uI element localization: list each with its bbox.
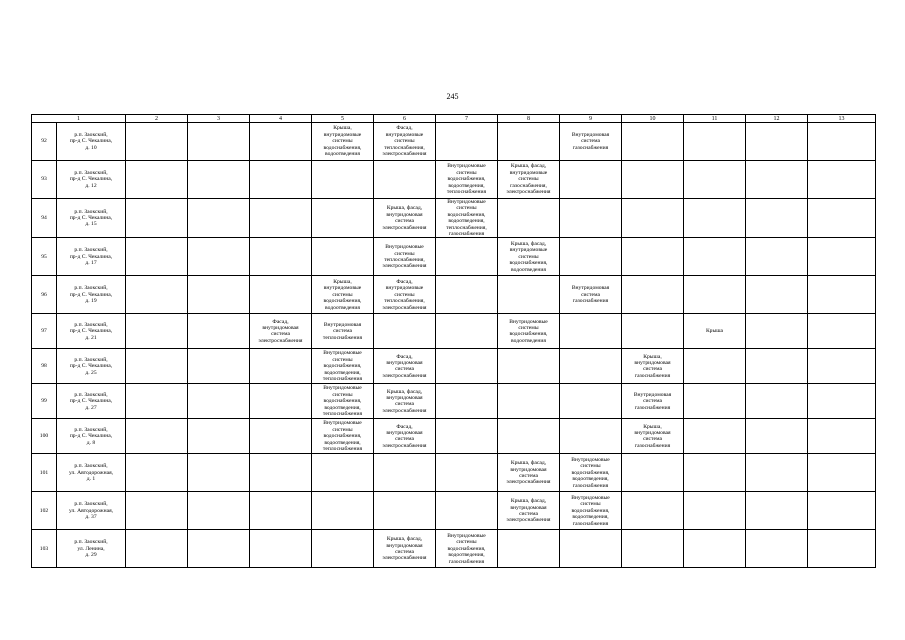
work-cell-8 bbox=[498, 276, 560, 314]
column-header-7: 7 bbox=[436, 115, 498, 123]
work-cell-6: Крыша, фасад, внутридомовая система электроснабжения bbox=[374, 199, 436, 238]
work-cell-12 bbox=[746, 123, 808, 161]
work-cell-7 bbox=[436, 492, 498, 530]
work-cell-11 bbox=[684, 161, 746, 199]
work-cell-8: Крыша, фасад, внутридомовая система электроснабжения bbox=[498, 492, 560, 530]
work-cell-3 bbox=[188, 161, 250, 199]
work-cell-5: Внутридомовые системы водоснабжения, водоотведения, теплоснабжения bbox=[312, 384, 374, 419]
work-cell-9 bbox=[560, 530, 622, 568]
work-cell-11 bbox=[684, 349, 746, 384]
address-cell: р.п. Заокский, ул. Автодорожная, д. 1 bbox=[57, 454, 126, 492]
work-cell-7 bbox=[436, 314, 498, 349]
work-cell-6 bbox=[374, 492, 436, 530]
work-cell-7: Внутридомовые системы водоснабжения, водоотведения, газоснабжения bbox=[436, 530, 498, 568]
table-row bbox=[32, 530, 876, 568]
work-cell-11: Крыша bbox=[684, 314, 746, 349]
work-cell-13 bbox=[808, 419, 876, 454]
work-cell-3 bbox=[188, 419, 250, 454]
work-cell-2 bbox=[126, 199, 188, 238]
table-row bbox=[32, 349, 876, 384]
work-cell-6 bbox=[374, 161, 436, 199]
work-cell-11 bbox=[684, 530, 746, 568]
work-cell-10 bbox=[622, 314, 684, 349]
row-number-cell: 95 bbox=[32, 238, 57, 276]
work-cell-2 bbox=[126, 349, 188, 384]
column-header-4: 4 bbox=[250, 115, 312, 123]
work-cell-3 bbox=[188, 238, 250, 276]
row-number-cell: 94 bbox=[32, 199, 57, 238]
work-cell-7 bbox=[436, 384, 498, 419]
work-cell-8 bbox=[498, 530, 560, 568]
work-cell-9: Внутридомовая система газоснабжения bbox=[560, 276, 622, 314]
column-header-12: 12 bbox=[746, 115, 808, 123]
column-header-3: 3 bbox=[188, 115, 250, 123]
header-row bbox=[32, 115, 876, 123]
work-cell-8: Внутридомовые системы водоснабжения, водоотведения bbox=[498, 314, 560, 349]
work-cell-4 bbox=[250, 530, 312, 568]
work-cell-5 bbox=[312, 199, 374, 238]
column-header-8: 8 bbox=[498, 115, 560, 123]
work-cell-2 bbox=[126, 454, 188, 492]
work-cell-4 bbox=[250, 492, 312, 530]
work-cell-13 bbox=[808, 238, 876, 276]
work-cell-4 bbox=[250, 349, 312, 384]
work-cell-9 bbox=[560, 238, 622, 276]
table-row bbox=[32, 123, 876, 161]
work-cell-4 bbox=[250, 123, 312, 161]
column-header-5: 5 bbox=[312, 115, 374, 123]
work-cell-13 bbox=[808, 349, 876, 384]
work-cell-8: Крыша, фасад, внутридомовая система электроснабжения bbox=[498, 454, 560, 492]
work-cell-2 bbox=[126, 384, 188, 419]
work-cell-4 bbox=[250, 199, 312, 238]
work-cell-7: Внутридомовые системы водоснабжения, водоотведения, теплоснабжения bbox=[436, 161, 498, 199]
work-cell-10 bbox=[622, 276, 684, 314]
work-cell-12 bbox=[746, 199, 808, 238]
row-number-cell: 97 bbox=[32, 314, 57, 349]
work-cell-3 bbox=[188, 199, 250, 238]
work-cell-3 bbox=[188, 454, 250, 492]
table-row bbox=[32, 454, 876, 492]
work-cell-11 bbox=[684, 276, 746, 314]
row-number-cell: 102 bbox=[32, 492, 57, 530]
work-cell-4: Фасад, внутридомовая система электроснабжения bbox=[250, 314, 312, 349]
work-cell-11 bbox=[684, 123, 746, 161]
work-cell-9 bbox=[560, 314, 622, 349]
row-number-cell: 103 bbox=[32, 530, 57, 568]
address-cell: р.п. Заокский, пр-д С. Чекалина, д. 21 bbox=[57, 314, 126, 349]
work-cell-3 bbox=[188, 530, 250, 568]
work-cell-5: Крыша, внутридомовые системы водоснабжения, водоотведения bbox=[312, 276, 374, 314]
work-cell-11 bbox=[684, 419, 746, 454]
work-cell-2 bbox=[126, 161, 188, 199]
work-cell-4 bbox=[250, 238, 312, 276]
work-cell-12 bbox=[746, 530, 808, 568]
work-cell-13 bbox=[808, 384, 876, 419]
work-cell-7 bbox=[436, 419, 498, 454]
work-cell-5: Внутридомовые системы водоснабжения, водоотведения, теплоснабжения bbox=[312, 419, 374, 454]
work-cell-10 bbox=[622, 161, 684, 199]
work-cell-4 bbox=[250, 161, 312, 199]
work-cell-8 bbox=[498, 349, 560, 384]
work-cell-5 bbox=[312, 530, 374, 568]
work-cell-2 bbox=[126, 314, 188, 349]
work-cell-12 bbox=[746, 161, 808, 199]
work-cell-3 bbox=[188, 123, 250, 161]
work-cell-10: Крыша, внутридомовая система газоснабжения bbox=[622, 419, 684, 454]
work-cell-4 bbox=[250, 419, 312, 454]
address-cell: р.п. Заокский, пр-д С. Чекалина, д. 10 bbox=[57, 123, 126, 161]
work-cell-6: Фасад, внутридомовая система электроснабжения bbox=[374, 419, 436, 454]
column-header-2: 2 bbox=[126, 115, 188, 123]
table-row bbox=[32, 419, 876, 454]
work-cell-6: Внутридомовые системы теплоснабжения, электроснабжения bbox=[374, 238, 436, 276]
table-row bbox=[32, 238, 876, 276]
row-number-cell: 99 bbox=[32, 384, 57, 419]
row-number-cell: 92 bbox=[32, 123, 57, 161]
work-cell-13 bbox=[808, 454, 876, 492]
page-number: 245 bbox=[446, 92, 459, 101]
work-cell-2 bbox=[126, 419, 188, 454]
work-cell-12 bbox=[746, 349, 808, 384]
address-cell: р.п. Заокский, пр-д С. Чекалина, д. 27 bbox=[57, 384, 126, 419]
work-cell-9 bbox=[560, 199, 622, 238]
work-cell-9 bbox=[560, 419, 622, 454]
work-cell-9 bbox=[560, 349, 622, 384]
address-cell: р.п. Заокский, пр-д С. Чекалина, д. 12 bbox=[57, 161, 126, 199]
work-cell-4 bbox=[250, 384, 312, 419]
work-cell-3 bbox=[188, 276, 250, 314]
row-number-cell: 96 bbox=[32, 276, 57, 314]
column-header-13: 13 bbox=[808, 115, 876, 123]
work-cell-13 bbox=[808, 530, 876, 568]
work-cell-10: Крыша, внутридомовая система газоснабжения bbox=[622, 349, 684, 384]
column-header-11: 11 bbox=[684, 115, 746, 123]
work-cell-2 bbox=[126, 530, 188, 568]
table-row bbox=[32, 492, 876, 530]
row-number-cell: 101 bbox=[32, 454, 57, 492]
work-cell-9 bbox=[560, 384, 622, 419]
address-cell: р.п. Заокский, ул. Ленина, д. 29 bbox=[57, 530, 126, 568]
work-cell-11 bbox=[684, 384, 746, 419]
work-cell-5: Внутридомовая система теплоснабжения bbox=[312, 314, 374, 349]
work-cell-4 bbox=[250, 276, 312, 314]
work-cell-7 bbox=[436, 454, 498, 492]
address-cell: р.п. Заокский, пр-д С. Чекалина, д. 19 bbox=[57, 276, 126, 314]
work-cell-2 bbox=[126, 123, 188, 161]
works-schedule-table bbox=[31, 114, 876, 568]
work-cell-6 bbox=[374, 454, 436, 492]
row-number-cell: 100 bbox=[32, 419, 57, 454]
work-cell-3 bbox=[188, 314, 250, 349]
work-cell-12 bbox=[746, 454, 808, 492]
work-cell-9: Внутридомовые системы водоснабжения, водоотведения, газоснабжения bbox=[560, 454, 622, 492]
work-cell-12 bbox=[746, 384, 808, 419]
work-cell-12 bbox=[746, 276, 808, 314]
work-cell-11 bbox=[684, 454, 746, 492]
work-cell-9: Внутридомовая система газоснабжения bbox=[560, 123, 622, 161]
work-cell-13 bbox=[808, 314, 876, 349]
address-cell: р.п. Заокский, пр-д С. Чекалина, д. 15 bbox=[57, 199, 126, 238]
work-cell-13 bbox=[808, 123, 876, 161]
work-cell-2 bbox=[126, 238, 188, 276]
work-cell-10 bbox=[622, 199, 684, 238]
table-row bbox=[32, 161, 876, 199]
work-cell-7 bbox=[436, 349, 498, 384]
work-cell-11 bbox=[684, 199, 746, 238]
column-header-1: 1 bbox=[32, 115, 126, 123]
column-header-9: 9 bbox=[560, 115, 622, 123]
work-cell-2 bbox=[126, 492, 188, 530]
table-row bbox=[32, 276, 876, 314]
table-row bbox=[32, 314, 876, 349]
work-cell-10 bbox=[622, 238, 684, 276]
row-number-cell: 93 bbox=[32, 161, 57, 199]
work-cell-10 bbox=[622, 123, 684, 161]
address-cell: р.п. Заокский, пр-д С. Чекалина, д. 17 bbox=[57, 238, 126, 276]
work-cell-5 bbox=[312, 492, 374, 530]
work-cell-8: Крыша, фасад, внутридомовые системы водоснабжения, водоотведения bbox=[498, 238, 560, 276]
work-cell-10 bbox=[622, 454, 684, 492]
work-cell-3 bbox=[188, 384, 250, 419]
work-cell-6: Фасад, внутридомовые системы теплоснабжения, электроснабжения bbox=[374, 123, 436, 161]
column-header-6: 6 bbox=[374, 115, 436, 123]
work-cell-7: Внутридомовые системы водоснабжения, водоотведения, теплоснабжения, газоснабжения bbox=[436, 199, 498, 238]
work-cell-6: Крыша, фасад, внутридомовая система электроснабжения bbox=[374, 530, 436, 568]
work-cell-7 bbox=[436, 238, 498, 276]
work-cell-2 bbox=[126, 276, 188, 314]
work-cell-5: Крыша, внутридомовые системы водоснабжения, водоотведения bbox=[312, 123, 374, 161]
work-cell-6: Фасад, внутридомовая система электроснабжения bbox=[374, 349, 436, 384]
work-cell-10 bbox=[622, 530, 684, 568]
work-cell-5 bbox=[312, 238, 374, 276]
work-cell-11 bbox=[684, 492, 746, 530]
work-cell-8 bbox=[498, 419, 560, 454]
address-cell: р.п. Заокский, пр-д С. Чекалина, д. 8 bbox=[57, 419, 126, 454]
work-cell-8 bbox=[498, 123, 560, 161]
table-row bbox=[32, 384, 876, 419]
work-cell-6: Фасад, внутридомовые системы теплоснабжения, электроснабжения bbox=[374, 276, 436, 314]
work-cell-8 bbox=[498, 199, 560, 238]
work-cell-12 bbox=[746, 314, 808, 349]
work-cell-4 bbox=[250, 454, 312, 492]
address-cell: р.п. Заокский, ул. Автодорожная, д. 37 bbox=[57, 492, 126, 530]
column-header-10: 10 bbox=[622, 115, 684, 123]
work-cell-6: Крыша, фасад, внутридомовая система электроснабжения bbox=[374, 384, 436, 419]
address-cell: р.п. Заокский, пр-д С. Чекалина, д. 25 bbox=[57, 349, 126, 384]
work-cell-7 bbox=[436, 276, 498, 314]
table-body bbox=[32, 123, 876, 568]
work-cell-13 bbox=[808, 276, 876, 314]
work-cell-7 bbox=[436, 123, 498, 161]
work-cell-3 bbox=[188, 492, 250, 530]
work-cell-10 bbox=[622, 492, 684, 530]
table-header bbox=[32, 115, 876, 123]
work-cell-12 bbox=[746, 238, 808, 276]
work-cell-5 bbox=[312, 161, 374, 199]
work-cell-12 bbox=[746, 419, 808, 454]
work-cell-9: Внутридомовые системы водоснабжения, водоотведения, газоснабжения bbox=[560, 492, 622, 530]
work-cell-8 bbox=[498, 384, 560, 419]
work-cell-13 bbox=[808, 492, 876, 530]
work-cell-5: Внутридомовые системы водоснабжения, водоотведения, теплоснабжения bbox=[312, 349, 374, 384]
work-cell-13 bbox=[808, 161, 876, 199]
work-cell-9 bbox=[560, 161, 622, 199]
work-cell-8: Крыша, фасад, внутридомовые системы газоснабжения, электроснабжения bbox=[498, 161, 560, 199]
table-row bbox=[32, 199, 876, 238]
work-cell-5 bbox=[312, 454, 374, 492]
work-cell-11 bbox=[684, 238, 746, 276]
work-cell-3 bbox=[188, 349, 250, 384]
row-number-cell: 98 bbox=[32, 349, 57, 384]
work-cell-13 bbox=[808, 199, 876, 238]
work-cell-10: Внутридомовая система газоснабжения bbox=[622, 384, 684, 419]
work-cell-6 bbox=[374, 314, 436, 349]
work-cell-12 bbox=[746, 492, 808, 530]
